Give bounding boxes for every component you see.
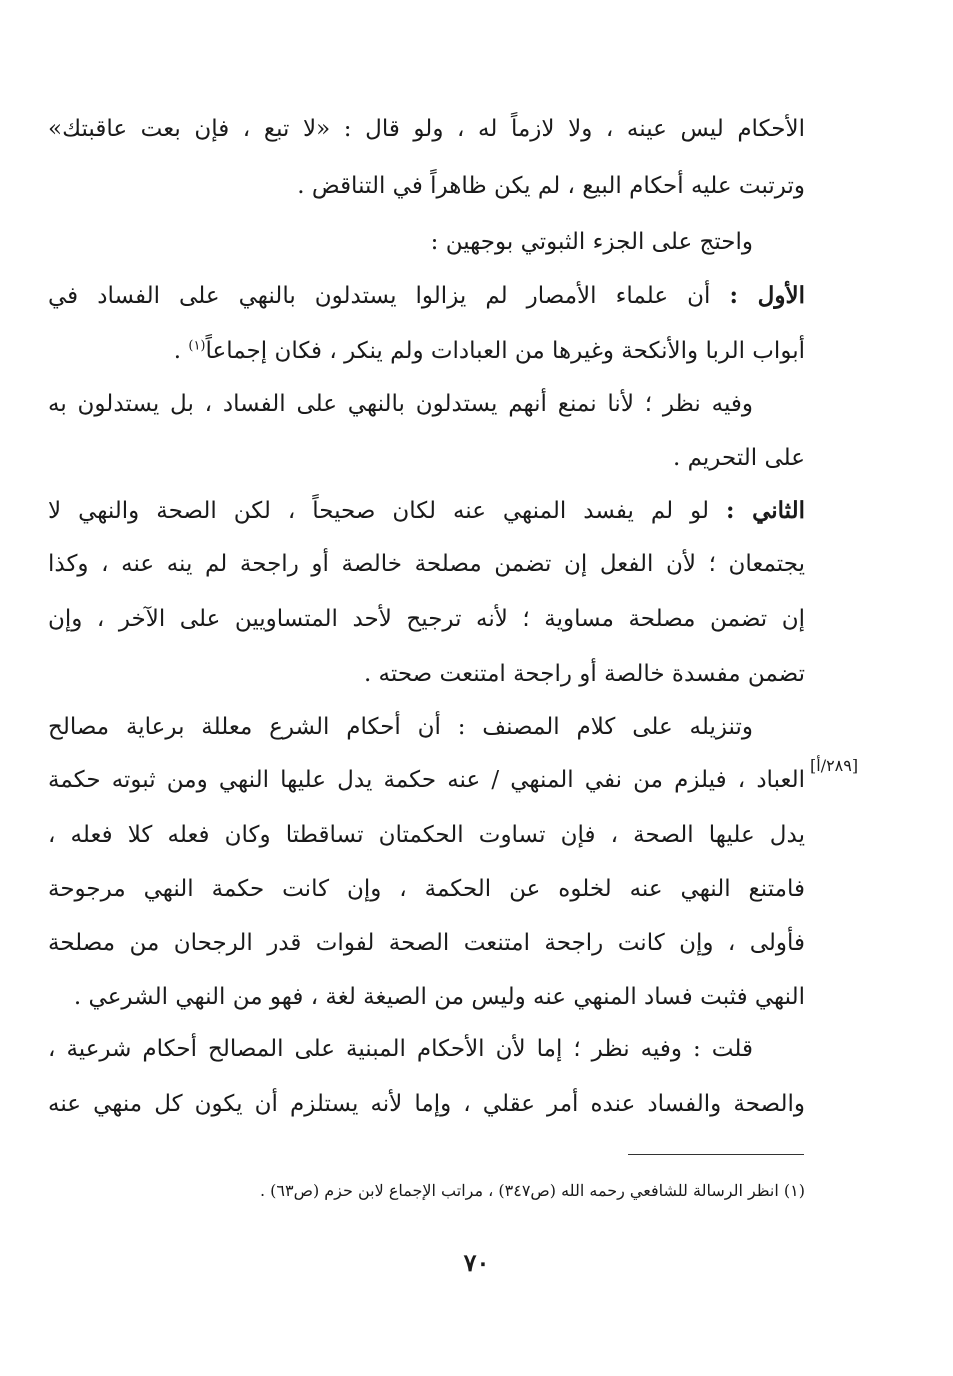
page-number: ٧٠	[463, 1248, 490, 1277]
body-line-second-argument	[48, 494, 805, 528]
body-line: الأحكام ليس عينه ، ولا لازماً له ، ولو قال : «لا تبع ، فإن بعت عاقبتك»	[48, 116, 805, 142]
first-argument-label: الأول :	[729, 282, 805, 309]
body-line: واحتج على الجزء الثبوتي بوجهين :	[430, 229, 753, 255]
body-line: والصحة والفساد عنده أمر عقلي ، وإما لأنه يستلزم أن يكون كل منهي عنه	[48, 1091, 805, 1117]
body-line: النهي فثبت فساد المنهي عنه وليس من الصيغة لغة ، فهو من النهي الشرعي .	[73, 984, 805, 1010]
body-line: يدل عليها الصحة ، فإن تساوت الحكمتان تساقطتا وكان فعله كلا فعله ،	[48, 822, 805, 848]
manuscript-folio-marker: [٢٨٩/أ]	[810, 756, 859, 775]
body-line-text: أبواب الربا والأنكحة وغيرها من العبادات ولم ينكر ، فكان إجماعاً	[205, 338, 805, 364]
body-line-first-argument	[48, 279, 805, 313]
body-line-text: أن علماء الأمصار لم يزالوا يستدلون بالنهي على الفساد في	[48, 283, 711, 309]
body-line: وفيه نظر ؛ لأنا نمنع أنهم يستدلون بالنهي على الفساد ، بل يستدلون به	[48, 391, 753, 417]
body-line: وترتبت عليه أحكام البيع ، لم يكن ظاهراً في التناقض .	[297, 173, 805, 199]
sentence-end: .	[173, 338, 189, 364]
body-line: العباد ، فيلزم من نفي المنهي / عنه حكمة يدل عليها النهي ومن ثبوته حكمة	[48, 767, 805, 793]
footnote-separator	[628, 1154, 804, 1155]
body-line: فأولى ، وإن كانت راجحة امتنعت الصحة لفوات قدر الرجحان من مصلحة	[48, 930, 805, 956]
body-line: وتنزيله على كلام المصنف : أن أحكام الشرع معللة برعاية مصالح	[48, 714, 753, 740]
body-line: قلت : وفيه نظر ؛ إما لأن الأحكام المبنية على المصالح أحكام شرعية ،	[48, 1036, 753, 1062]
body-line: إن تضمن مصلحة مساوية ؛ لأنه ترجيح لأحد المتساويين على الآخر ، وإن	[48, 606, 805, 632]
body-line-with-footnote	[48, 334, 805, 368]
footnote-reference: (١)	[188, 338, 206, 354]
body-line: على التحريم .	[672, 445, 805, 471]
body-line: يجتمعان ؛ لأن الفعل إن تضمن مصلحة خالصة أو راجحة لم ينه عنه ، وكذا	[48, 551, 805, 577]
body-line: فامتنع النهي عنه لخلوه عن الحكمة ، وإن كانت حكمة النهي مرجوحة	[48, 876, 805, 902]
footnote: (١) انظر الرسالة للشافعي رحمه الله (ص٣٤٧) ، مراتب الإجماع لابن حزم (ص٦٣) .	[259, 1181, 805, 1200]
body-line-text: لو لم يفسد المنهي عنه لكان صحيحاً ، لكن الصحة والنهي لا	[48, 498, 709, 524]
body-line: تضمن مفسدة خالصة أو راجحة امتنعت صحته .	[363, 661, 805, 687]
second-argument-label: الثاني :	[725, 497, 805, 524]
